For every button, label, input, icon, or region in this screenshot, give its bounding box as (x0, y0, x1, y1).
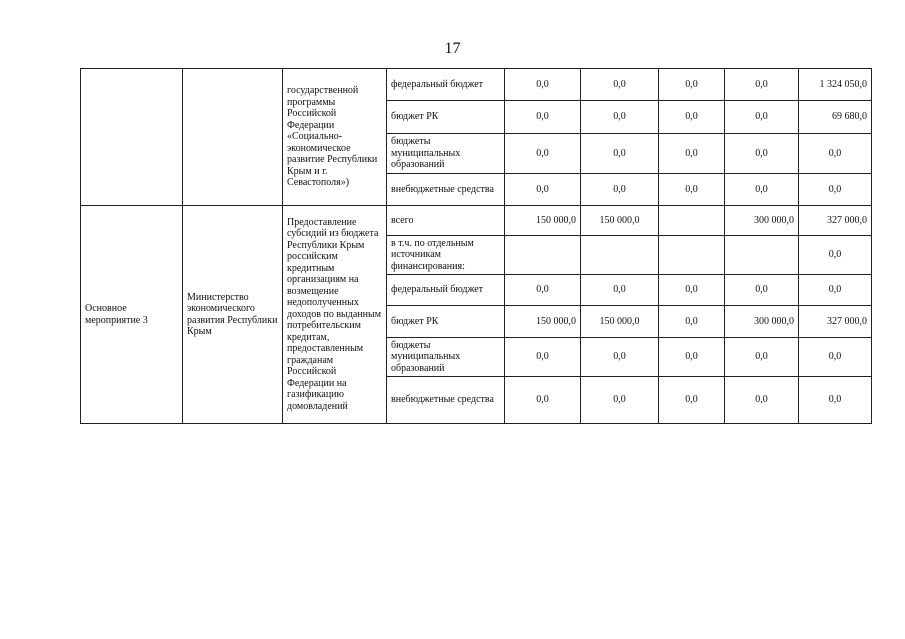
funding-source: бюджеты муниципальных образований (387, 134, 505, 174)
value-cell: 0,0 (581, 134, 659, 174)
value-cell: 0,0 (505, 338, 581, 377)
value-cell: 0,0 (505, 275, 581, 306)
value-cell: 0,0 (581, 377, 659, 424)
value-cell: 0,0 (659, 69, 725, 101)
value-cell: 0,0 (659, 338, 725, 377)
value-cell: 0,0 (581, 174, 659, 206)
value-cell: 0,0 (581, 275, 659, 306)
funding-source: федеральный бюджет (387, 69, 505, 101)
value-cell: 0,0 (659, 306, 725, 338)
funding-source: в т.ч. по отдельным источникам финансирования: (387, 236, 505, 275)
executor-cell-empty (183, 69, 283, 206)
funding-source: бюджет РК (387, 101, 505, 134)
funding-source: бюджет РК (387, 306, 505, 338)
value-cell: 0,0 (505, 69, 581, 101)
funding-source: бюджеты муниципальных образований (387, 338, 505, 377)
table-row (81, 69, 872, 101)
value-cell: 0,0 (725, 338, 799, 377)
funding-source: внебюджетные средства (387, 174, 505, 206)
program-description: государственной программы Российской Федерации «Социально-экономическое развитие Республики Крым и г. Севастополя») (283, 69, 387, 206)
value-cell: 150 000,0 (581, 306, 659, 338)
table-row (81, 206, 872, 236)
value-cell (725, 236, 799, 275)
funding-source: всего (387, 206, 505, 236)
value-cell: 0,0 (659, 275, 725, 306)
value-cell: 0,0 (659, 134, 725, 174)
funding-source: внебюджетные средства (387, 377, 505, 424)
value-cell: 0,0 (799, 377, 872, 424)
value-cell: 0,0 (505, 377, 581, 424)
value-cell: 0,0 (725, 101, 799, 134)
value-cell: 0,0 (581, 69, 659, 101)
value-cell: 0,0 (581, 101, 659, 134)
value-cell: 300 000,0 (725, 206, 799, 236)
value-cell: 0,0 (799, 275, 872, 306)
funding-table (80, 68, 872, 424)
value-cell (505, 236, 581, 275)
value-cell: 150 000,0 (505, 306, 581, 338)
value-cell: 150 000,0 (581, 206, 659, 236)
value-cell: 0,0 (799, 134, 872, 174)
value-cell (659, 236, 725, 275)
value-cell: 1 324 050,0 (799, 69, 872, 101)
value-cell: 327 000,0 (799, 306, 872, 338)
value-cell: 69 680,0 (799, 101, 872, 134)
value-cell: 0,0 (505, 134, 581, 174)
value-cell: 300 000,0 (725, 306, 799, 338)
executor-name: Министерство экономического развития Республики Крым (183, 206, 283, 424)
value-cell: 0,0 (659, 101, 725, 134)
value-cell: 0,0 (799, 174, 872, 206)
value-cell: 150 000,0 (505, 206, 581, 236)
value-cell: 0,0 (659, 377, 725, 424)
value-cell: 0,0 (725, 174, 799, 206)
value-cell: 0,0 (725, 69, 799, 101)
program-name-cell-empty (81, 69, 183, 206)
page-number: 17 (444, 40, 461, 57)
value-cell (659, 206, 725, 236)
value-cell: 0,0 (799, 338, 872, 377)
value-cell: 0,0 (725, 275, 799, 306)
value-cell: 0,0 (725, 377, 799, 424)
value-cell: 0,0 (799, 236, 872, 275)
funding-source: федеральный бюджет (387, 275, 505, 306)
value-cell: 0,0 (505, 101, 581, 134)
program-name: Основное мероприятие 3 (81, 206, 183, 424)
value-cell: 0,0 (725, 134, 799, 174)
value-cell: 0,0 (581, 338, 659, 377)
value-cell (581, 236, 659, 275)
value-cell: 0,0 (659, 174, 725, 206)
value-cell: 327 000,0 (799, 206, 872, 236)
value-cell: 0,0 (505, 174, 581, 206)
program-description: Предоставление субсидий из бюджета Республики Крым российским кредитным организациям на возмещение недополученных доходов по выданным потребительским кредитам, предоставленным гражданам Российской Федерации на газификацию домовладений (283, 206, 387, 424)
